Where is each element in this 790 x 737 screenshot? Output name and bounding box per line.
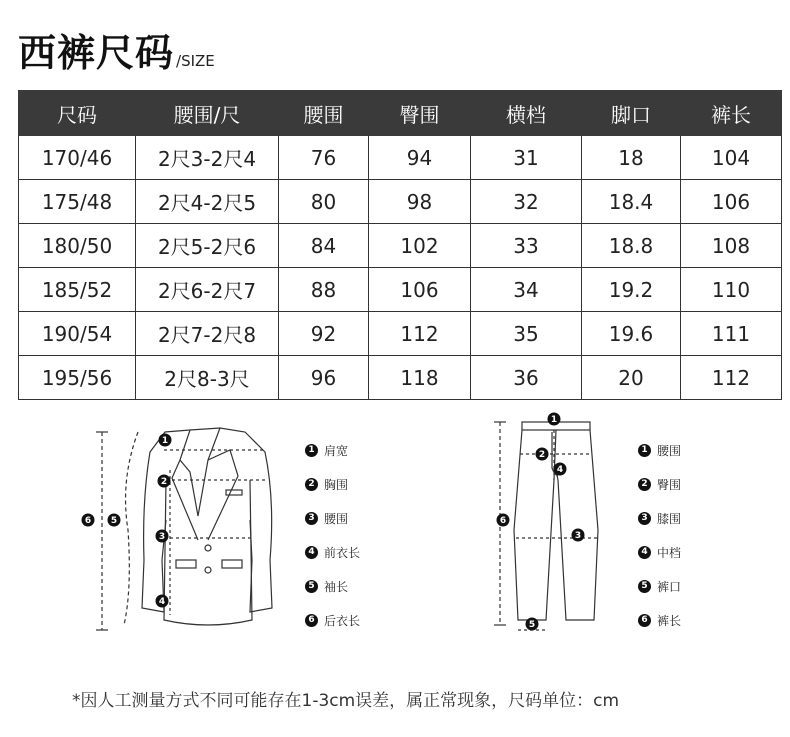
table-cell: 170/46: [19, 136, 136, 180]
table-cell: 31: [471, 136, 582, 180]
jacket-marker-2: 2: [160, 477, 168, 487]
table-cell: 185/52: [19, 268, 136, 312]
table-cell: 34: [471, 268, 582, 312]
table-cell: 118: [369, 356, 471, 400]
pants-marker-2: 2: [538, 450, 546, 460]
jacket-marker-3: 3: [158, 532, 166, 542]
table-cell: 19.6: [582, 312, 681, 356]
table-cell: 33: [471, 224, 582, 268]
legend-number: 4: [305, 546, 318, 559]
legend-label: 腰围: [324, 511, 349, 526]
table-header: 横档: [471, 91, 582, 136]
legend-label: 肩宽: [324, 443, 349, 458]
table-cell: 84: [279, 224, 369, 268]
pants-marker-5: 5: [528, 620, 536, 630]
legend-label: 后衣长: [324, 613, 361, 628]
legend-number: 1: [638, 444, 651, 457]
jacket-diagram: [80, 420, 300, 640]
pants-marker-1: 1: [550, 415, 558, 425]
legend-number: 3: [305, 512, 318, 525]
legend-label: 胸围: [324, 477, 349, 492]
measurement-note: *因人工测量方式不同可能存在1-3cm误差，属正常现象，尺码单位：cm: [72, 691, 620, 711]
jacket-marker-5: 5: [110, 516, 118, 526]
table-header-row: [19, 91, 782, 136]
legend-item: [305, 535, 360, 569]
table-row: [19, 180, 782, 224]
legend-label: 膝围: [657, 511, 682, 526]
jacket-marker-6: 6: [84, 516, 92, 526]
table-cell: 36: [471, 356, 582, 400]
table-row: [19, 268, 782, 312]
legend-number: 4: [638, 546, 651, 559]
table-row: [19, 224, 782, 268]
pants-marker-6: 6: [499, 516, 507, 526]
legend-item: [638, 535, 681, 569]
table-cell: 110: [681, 268, 782, 312]
legend-number: 6: [305, 614, 318, 627]
legend-number: 2: [305, 478, 318, 491]
table-cell: 175/48: [19, 180, 136, 224]
legend-label: 裤长: [657, 613, 682, 628]
legend-number: 6: [638, 614, 651, 627]
jacket-legend: [305, 433, 360, 637]
table-cell: 20: [582, 356, 681, 400]
table-cell: 195/56: [19, 356, 136, 400]
table-cell: 108: [681, 224, 782, 268]
table-header: 臀围: [369, 91, 471, 136]
table-cell: 2尺8-3尺: [136, 356, 279, 400]
jacket-marker-4: 4: [158, 597, 166, 607]
legend-item: [305, 433, 360, 467]
table-cell: 2尺7-2尺8: [136, 312, 279, 356]
table-header: 腰围: [279, 91, 369, 136]
table-row: [19, 136, 782, 180]
table-cell: 2尺4-2尺5: [136, 180, 279, 224]
table-cell: 2尺6-2尺7: [136, 268, 279, 312]
table-row: [19, 356, 782, 400]
table-cell: 2尺5-2尺6: [136, 224, 279, 268]
table-cell: 18.4: [582, 180, 681, 224]
table-cell: 98: [369, 180, 471, 224]
legend-item: [305, 569, 360, 603]
table-header: 尺码: [19, 91, 136, 136]
table-header: 脚口: [582, 91, 681, 136]
table-cell: 96: [279, 356, 369, 400]
table-cell: 18.8: [582, 224, 681, 268]
table-header: 腰围/尺: [136, 91, 279, 136]
table-cell: 2尺3-2尺4: [136, 136, 279, 180]
table-cell: 112: [681, 356, 782, 400]
table-cell: 88: [279, 268, 369, 312]
legend-number: 5: [305, 580, 318, 593]
table-row: [19, 312, 782, 356]
legend-label: 中档: [657, 545, 682, 560]
legend-label: 裤口: [657, 579, 682, 594]
legend-item: [638, 603, 681, 637]
table-cell: 19.2: [582, 268, 681, 312]
title-sub: /SIZE: [176, 52, 215, 70]
table-cell: 76: [279, 136, 369, 180]
legend-number: 5: [638, 580, 651, 593]
table-cell: 18: [582, 136, 681, 180]
legend-number: 1: [305, 444, 318, 457]
pants-marker-3: 3: [574, 531, 582, 541]
table-header: 裤长: [681, 91, 782, 136]
legend-item: [638, 569, 681, 603]
legend-number: 3: [638, 512, 651, 525]
legend-label: 腰围: [657, 443, 682, 458]
page-title: [18, 22, 215, 77]
legend-label: 前衣长: [324, 545, 361, 560]
legend-item: [305, 603, 360, 637]
legend-item: [305, 501, 360, 535]
table-cell: 92: [279, 312, 369, 356]
table-cell: 102: [369, 224, 471, 268]
table-cell: 111: [681, 312, 782, 356]
pants-diagram: [490, 410, 620, 640]
table-cell: 106: [369, 268, 471, 312]
jacket-marker-1: 1: [161, 436, 169, 446]
table-cell: 80: [279, 180, 369, 224]
legend-item: [638, 467, 681, 501]
pants-legend: [638, 433, 681, 637]
pants-marker-4: 4: [556, 465, 564, 475]
legend-item: [638, 433, 681, 467]
legend-label: 臀围: [657, 477, 682, 492]
table-cell: 112: [369, 312, 471, 356]
table-cell: 180/50: [19, 224, 136, 268]
table-cell: 94: [369, 136, 471, 180]
table-cell: 190/54: [19, 312, 136, 356]
legend-label: 袖长: [324, 579, 349, 594]
table-cell: 106: [681, 180, 782, 224]
legend-item: [305, 467, 360, 501]
title-main: 西裤尺码: [18, 31, 175, 75]
legend-item: [638, 501, 681, 535]
table-cell: 32: [471, 180, 582, 224]
table-cell: 35: [471, 312, 582, 356]
size-table: [18, 90, 782, 400]
legend-number: 2: [638, 478, 651, 491]
table-cell: 104: [681, 136, 782, 180]
